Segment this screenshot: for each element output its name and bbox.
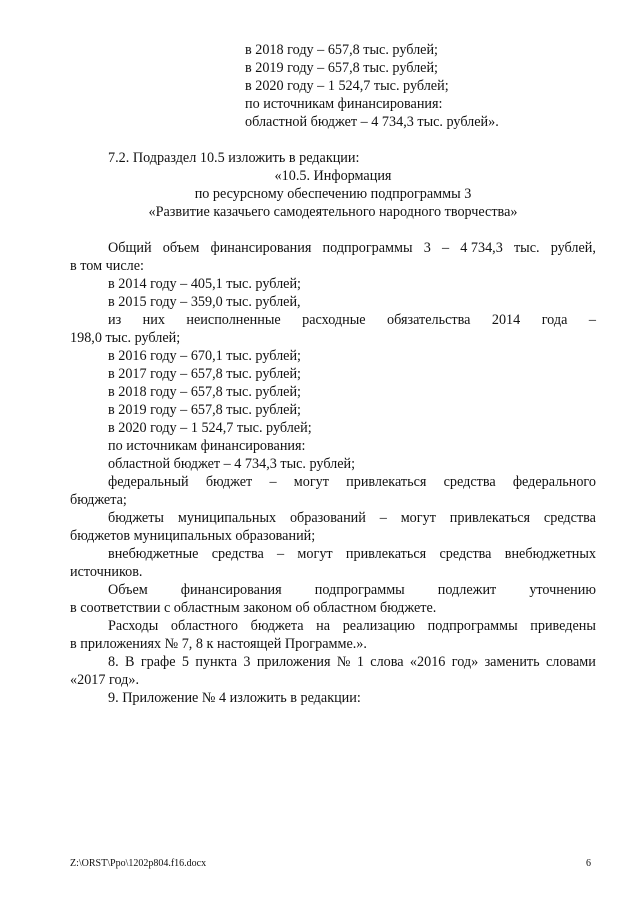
top-line-3: в 2020 году – 1 524,7 тыс. рублей; — [245, 78, 449, 94]
expenses-line: Расходы областного бюджета на реализацию подпрограммы приведены — [108, 618, 596, 634]
expenses-cont: в приложениях № 7, 8 к настоящей Программе.». — [70, 636, 367, 652]
federal-line: федеральный бюджет – могут привлекаться средства федерального — [108, 474, 596, 490]
offbudget-line: внебюджетные средства – могут привлекаться средства внебюджетных — [108, 546, 596, 562]
unfulfilled-line: из них неисполненные расходные обязательства 2014 года – — [108, 312, 596, 328]
volume-cont: в соответствии с областным законом об областном бюджете. — [70, 600, 437, 616]
year-2014: в 2014 году – 405,1 тыс. рублей; — [108, 276, 301, 292]
year-2017: в 2017 году – 657,8 тыс. рублей; — [108, 366, 301, 382]
year-2020: в 2020 году – 1 524,7 тыс. рублей; — [108, 420, 312, 436]
year-2018: в 2018 году – 657,8 тыс. рублей; — [108, 384, 301, 400]
section-7-2: 7.2. Подраздел 10.5 изложить в редакции: — [108, 150, 360, 166]
total-financing-cont: в том числе: — [70, 258, 144, 274]
footer-file-path: Z:\ORST\Ppo\1202p804.f16.docx — [70, 858, 207, 869]
item-8-line: 8. В графе 5 пункта 3 приложения № 1 слова «2016 год» заменить словами — [108, 654, 596, 670]
total-financing-line: Общий объем финансирования подпрограммы 3 – 4 734,3 тыс. рублей, — [108, 240, 596, 256]
heading-line-1: «10.5. Информация — [274, 168, 392, 184]
regional-budget: областной бюджет – 4 734,3 тыс. рублей; — [108, 456, 356, 472]
sources-label: по источникам финансирования: — [108, 438, 306, 454]
top-line-1: в 2018 году – 657,8 тыс. рублей; — [245, 42, 438, 58]
item-9: 9. Приложение № 4 изложить в редакции: — [108, 690, 361, 706]
offbudget-cont: источников. — [70, 564, 143, 580]
year-2019: в 2019 году – 657,8 тыс. рублей; — [108, 402, 301, 418]
municipal-line: бюджеты муниципальных образований – могут привлекаться средства — [108, 510, 596, 526]
footer-page-number: 6 — [586, 858, 591, 869]
year-2015: в 2015 году – 359,0 тыс. рублей, — [108, 294, 301, 310]
year-2016: в 2016 году – 670,1 тыс. рублей; — [108, 348, 301, 364]
top-line-2: в 2019 году – 657,8 тыс. рублей; — [245, 60, 438, 76]
volume-line: Объем финансирования подпрограммы подлежит уточнению — [108, 582, 596, 598]
top-line-4: по источникам финансирования: — [245, 96, 443, 112]
federal-cont: бюджета; — [70, 492, 127, 508]
municipal-cont: бюджетов муниципальных образований; — [70, 528, 316, 544]
item-8-cont: «2017 год». — [70, 672, 140, 688]
top-line-5: областной бюджет – 4 734,3 тыс. рублей». — [245, 114, 499, 130]
unfulfilled-cont: 198,0 тыс. рублей; — [70, 330, 181, 346]
heading-line-2: по ресурсному обеспечению подпрограммы 3 — [194, 186, 472, 202]
heading-line-3: «Развитие казачьего самодеятельного народного творчества» — [148, 204, 518, 220]
